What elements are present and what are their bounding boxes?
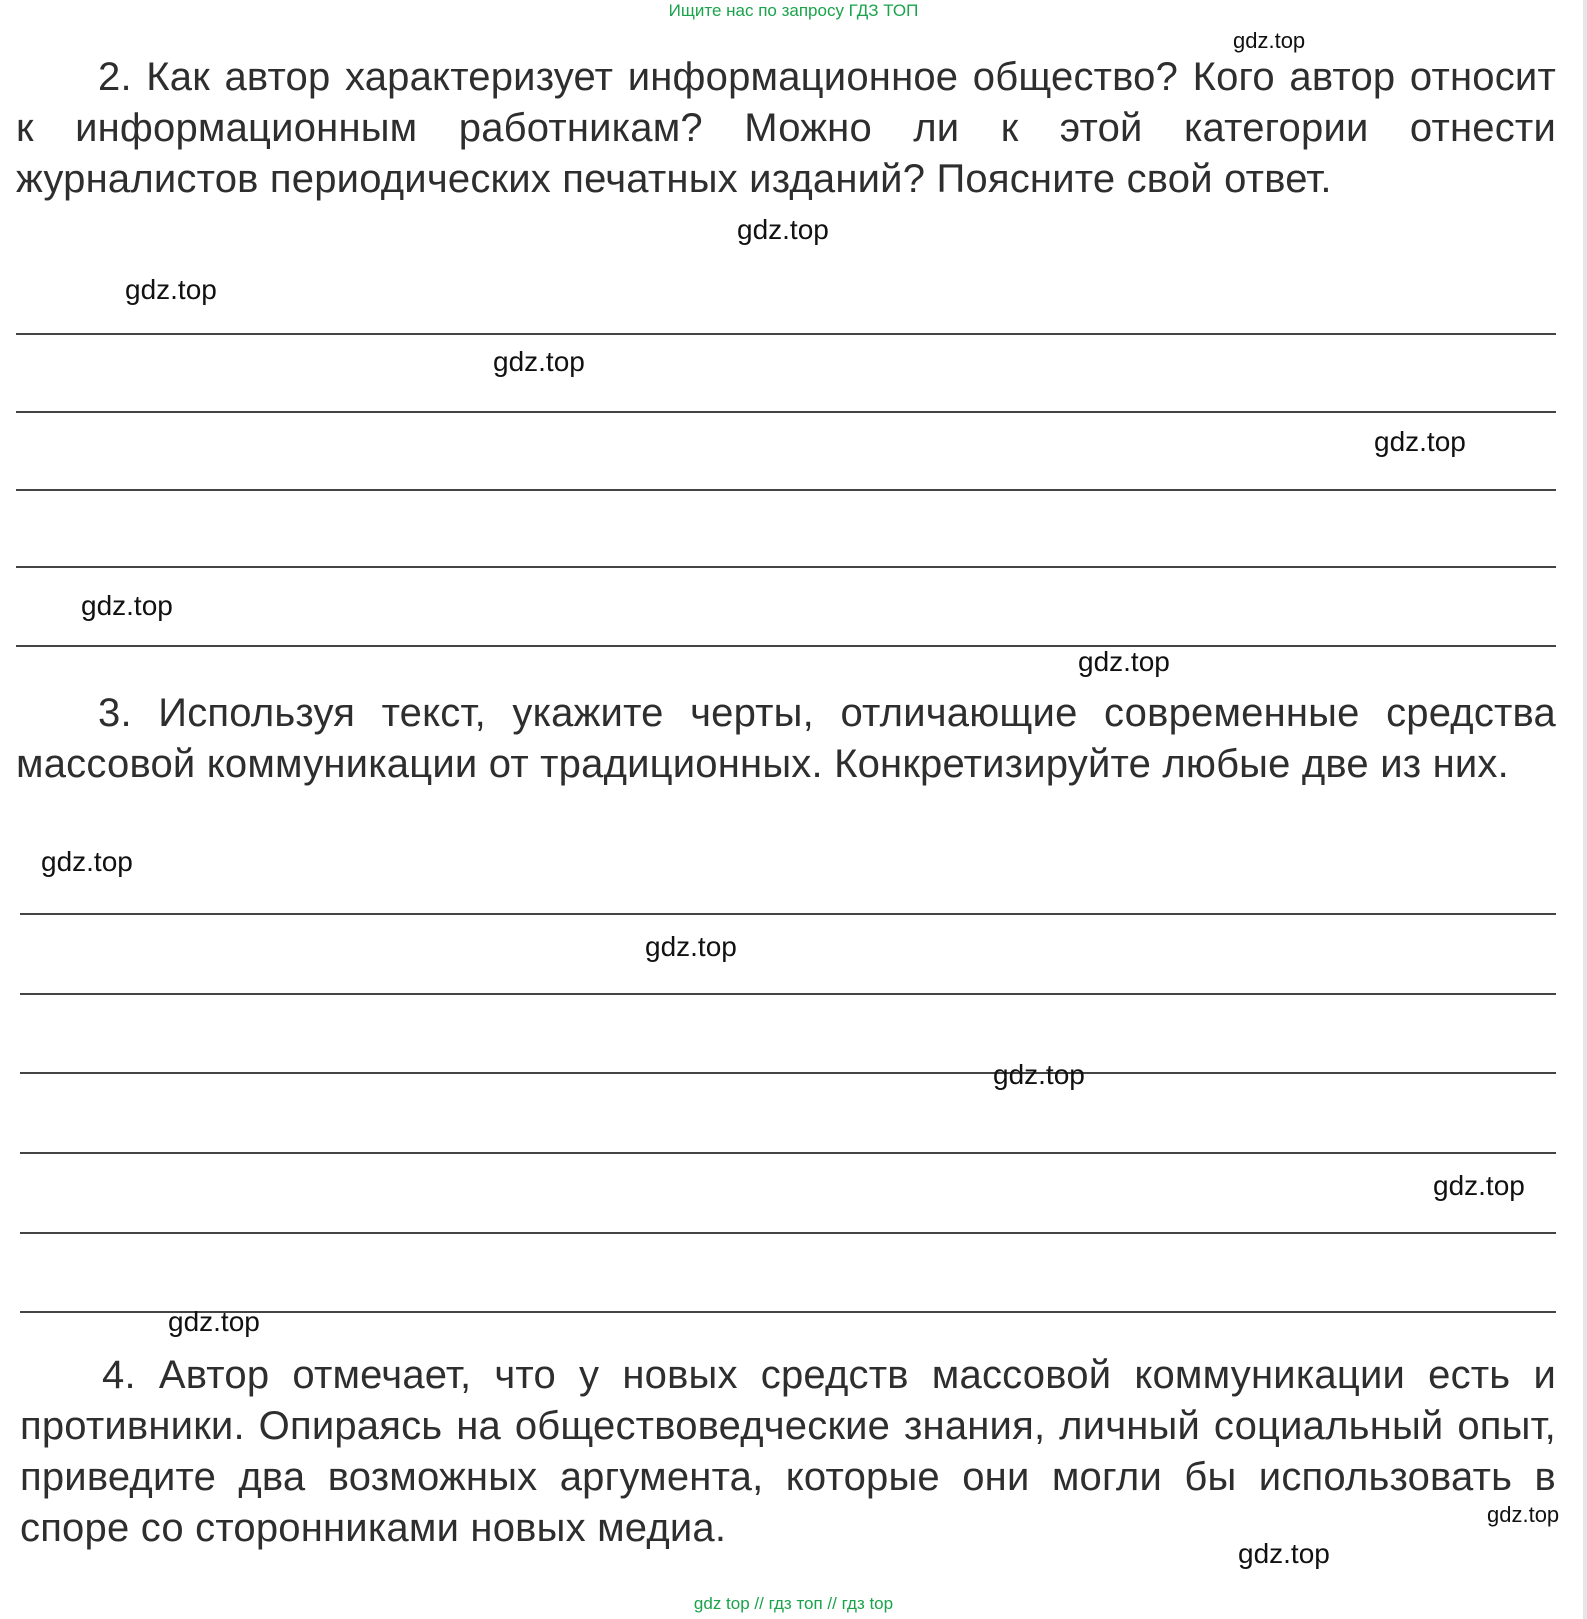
watermark: gdz.top (645, 931, 737, 962)
answer-line-q3-5 (20, 1232, 1556, 1234)
watermark: gdz.top (993, 1059, 1085, 1090)
watermark: gdz.top (41, 846, 133, 877)
answer-line-q2-1 (16, 333, 1556, 335)
watermark: gdz.top (493, 346, 585, 377)
watermark: gdz.top (1238, 1538, 1330, 1569)
question-3-text: 3. Используя текст, укажите черты, отличающие современные средства массовой коммуникации от традиционных. Конкретизируйте любые две из них. (16, 691, 1556, 786)
answer-line-q2-5 (16, 645, 1556, 647)
footer-links[interactable]: gdz top // гдз топ // гдз top (693, 1594, 894, 1613)
question-2 (16, 52, 1556, 205)
question-4 (20, 1350, 1556, 1554)
watermark: gdz.top (81, 590, 173, 621)
watermark: gdz.top (737, 214, 829, 245)
watermark: gdz.top (1433, 1170, 1525, 1201)
answer-line-q3-1 (20, 913, 1556, 915)
watermark: gdz.top (125, 274, 217, 305)
answer-line-q3-4 (20, 1152, 1556, 1154)
page-edge-shadow (1583, 0, 1587, 1619)
answer-line-q3-3 (20, 1072, 1556, 1074)
watermark: gdz.top (1078, 646, 1170, 677)
question-3 (16, 688, 1556, 790)
search-hint-banner[interactable]: Ищите нас по запросу ГДЗ ТОП (668, 1, 919, 20)
watermark: gdz.top (1233, 28, 1306, 53)
answer-line-q2-3 (16, 489, 1556, 491)
answer-line-q3-2 (20, 993, 1556, 995)
watermark: gdz.top (1487, 1502, 1560, 1527)
question-2-text: 2. Как автор характеризует информационное общество? Кого автор относит к информационным работникам? Можно ли к этой категории отнести журналистов периодических печатных изданий? Поясните свой ответ. (16, 55, 1556, 201)
watermark: gdz.top (1374, 426, 1466, 457)
answer-line-q2-4 (16, 566, 1556, 568)
watermark: gdz.top (168, 1306, 260, 1337)
question-4-text: 4. Автор отмечает, что у новых средств массовой коммуникации есть и противники. Опираясь на обществоведческие знания, личный социальный опыт, приведите два возможных аргумента, которые они могли бы использовать в споре со сторонниками новых медиа. (20, 1353, 1556, 1550)
answer-line-q2-2 (16, 411, 1556, 413)
